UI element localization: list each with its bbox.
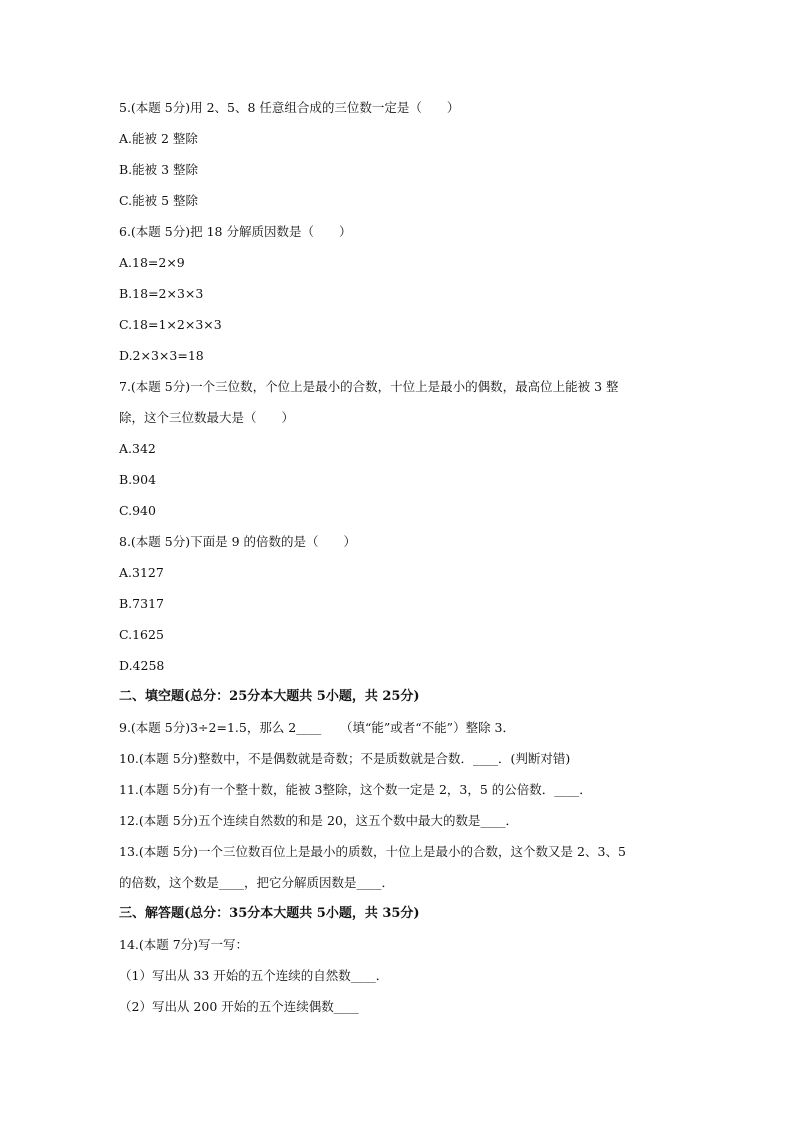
question-6-option-c: C.18=1×2×3×3 [119, 317, 222, 332]
question-6-stem: 6.(本题 5分)把 18 分解质因数是（ ） [119, 224, 352, 239]
question-7-stem-line1: 7.(本题 5分)一个三位数，个位上是最小的合数，十位上是最小的偶数，最高位上能被 3 整 [119, 379, 619, 394]
question-8-option-c: C.1625 [119, 627, 164, 642]
question-8-option-d: D.4258 [119, 658, 165, 673]
question-9: 9.(本题 5分)3÷2=1.5，那么 2____ （填“能”或者“不能”）整除 3． [119, 720, 516, 735]
question-7-stem-line2: 除，这个三位数最大是（ ） [119, 410, 295, 425]
question-7-option-a: A.342 [119, 441, 156, 456]
question-8-stem: 8.(本题 5分)下面是 9 的倍数的是（ ） [119, 534, 357, 549]
question-7-option-c: C.940 [119, 503, 156, 518]
exam-page [119, 100, 699, 1030]
question-14-stem: 14.(本题 7分)写一写： [119, 937, 249, 952]
question-13-line1: 13.(本题 5分)一个三位数百位上是最小的质数，十位上是最小的合数，这个数又是 2、3、5 [119, 844, 626, 859]
section-3-title: 三、解答题(总分：35分本大题共 5小题，共 35分) [119, 906, 420, 921]
question-11: 11.(本题 5分)有一个整十数，能被 3整除，这个数一定是 2，3，5 的公倍数．____． [119, 782, 592, 797]
question-8-option-a: A.3127 [119, 565, 164, 580]
section-2-title: 二、填空题(总分：25分本大题共 5小题，共 25分) [119, 689, 420, 704]
question-10: 10.(本题 5分)整数中，不是偶数就是奇数；不是质数就是合数．____．(判断对错) [119, 751, 571, 766]
question-5-option-c: C.能被 5 整除 [119, 193, 198, 208]
question-13-line2: 的倍数，这个数是____，把它分解质因数是____． [119, 875, 395, 890]
question-5-stem: 5.(本题 5分)用 2、5、8 任意组合成的三位数一定是（ ） [119, 100, 460, 115]
question-14-sub-1: （1）写出从 33 开始的五个连续的自然数____． [119, 968, 389, 983]
question-5-option-a: A.能被 2 整除 [119, 131, 198, 146]
question-7-option-b: B.904 [119, 472, 157, 487]
question-12: 12.(本题 5分)五个连续自然数的和是 20，这五个数中最大的数是____． [119, 813, 518, 828]
question-5-option-b: B.能被 3 整除 [119, 162, 199, 177]
question-6-option-d: D.2×3×3=18 [119, 348, 204, 363]
question-6-option-a: A.18=2×9 [119, 255, 185, 270]
question-14-sub-2: （2）写出从 200 开始的五个连续偶数____ [119, 999, 359, 1014]
question-8-option-b: B.7317 [119, 596, 164, 611]
question-6-option-b: B.18=2×3×3 [119, 286, 204, 301]
